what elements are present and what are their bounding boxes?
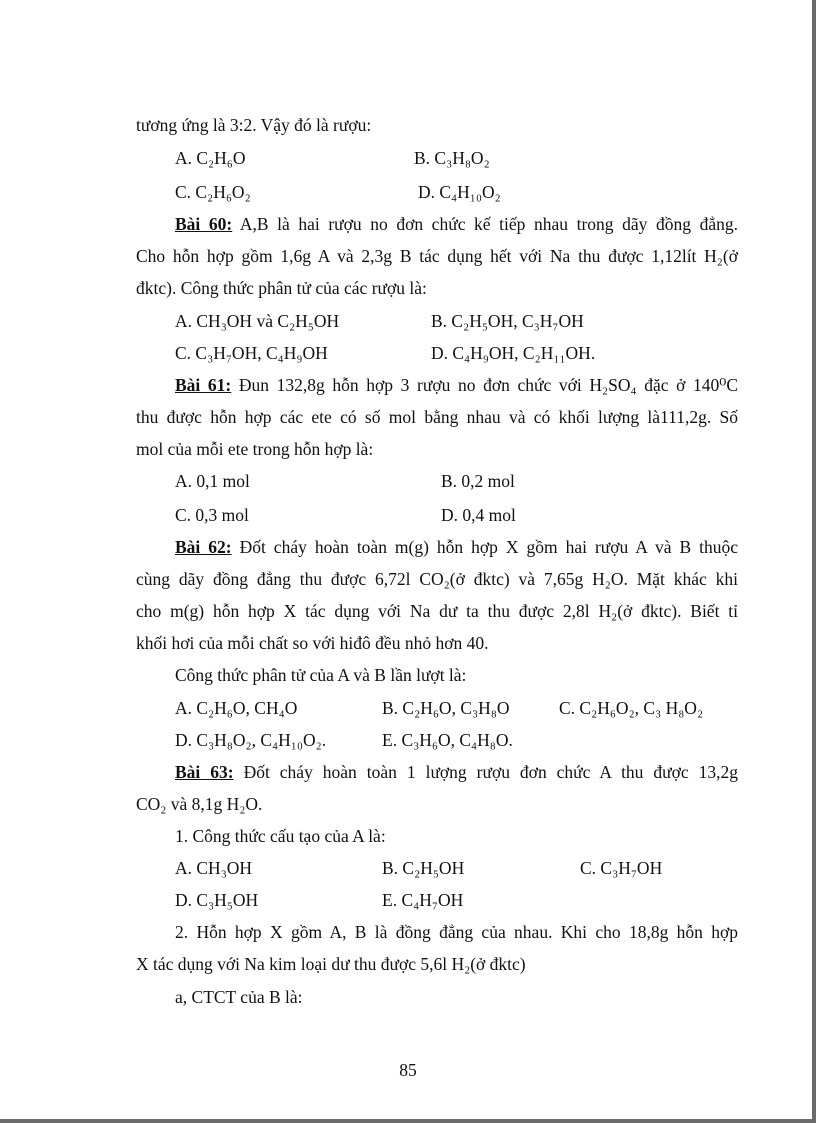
q60-option-c: C. C₃H₇OH, C₄H₉OH — [175, 343, 328, 363]
q60-option-b: B. C₂H₅OH, C₃H₇OH — [431, 311, 584, 331]
q63-option-c: C. C₃H₇OH — [580, 858, 663, 878]
q63-title: Bài 63: — [175, 762, 234, 782]
q63-text-2: CO₂ và 8,1g H₂O. — [136, 794, 263, 814]
q61-first-line — [175, 375, 738, 396]
q63-first-line — [175, 762, 738, 783]
q63-part-2-line-2: X tác dụng với Na kim loại dư thu được 5,6l H₂(ở đktc) — [136, 954, 526, 974]
q61-option-d: D. 0,4 mol — [441, 505, 516, 525]
q60-title: Bài 60: — [175, 214, 233, 234]
q60-text-1: A,B là hai rượu no đơn chức kế tiếp nhau trong dãy đồng đẳng. — [239, 214, 738, 234]
q63-option-a: A. CH₃OH — [175, 858, 253, 878]
q61-option-b: B. 0,2 mol — [441, 471, 515, 491]
q62-option-d: D. C₃H₈O₂, C₄H₁₀O₂. — [175, 730, 327, 750]
q60-option-d: D. C₄H₉OH, C₂H₁₁OH. — [431, 343, 596, 363]
page-number: 85 — [399, 1060, 417, 1080]
q59-option-d: D. C₄H₁₀O₂ — [418, 182, 501, 202]
q63-option-d: D. C₃H₅OH — [175, 890, 259, 910]
q60-text-2: Cho hỗn hợp gồm 1,6g A và 2,3g B tác dụng hết với Na thu được 1,12lít H₂(ở — [136, 246, 738, 266]
q60-option-a: A. CH₃OH và C₂H₅OH — [175, 311, 340, 331]
q61-title: Bài 61: — [175, 375, 232, 395]
q62-text-1: Đốt cháy hoàn toàn m(g) hỗn hợp X gồm hai rượu A và B thuộc — [239, 537, 738, 557]
q60-first-line — [175, 214, 738, 235]
q62-option-a: A. C₂H₆O, CH₄O — [175, 698, 298, 718]
q62-text-2: cùng dãy đồng đẳng thu được 6,72l CO₂(ở đktc) và 7,65g H₂O. Mặt khác khi — [136, 569, 738, 589]
q61-text-3: mol của mỗi ete trong hỗn hợp là: — [136, 439, 374, 459]
q59-option-b: B. C₃H₈O₂ — [414, 148, 490, 168]
q63-part-1: 1. Công thức cấu tạo của A là: — [175, 826, 386, 846]
q60-text-3: đktc). Công thức phân tử của các rượu là: — [136, 278, 427, 298]
q63-text-1: Đốt cháy hoàn toàn 1 lượng rượu đơn chức A thu được 13,2g — [243, 762, 738, 782]
q62-option-c: C. C₂H₆O₂, C₃ H₈O₂ — [559, 698, 704, 718]
q62-option-b: B. C₂H₆O, C₃H₈O — [382, 698, 510, 718]
q62-text-5: Công thức phân tử của A và B lần lượt là: — [175, 665, 467, 685]
q63-option-e: E. C₄H₇OH — [382, 890, 464, 910]
q63-part-2-question: a, CTCT của B là: — [175, 987, 303, 1007]
intro-line: tương ứng là 3:2. Vậy đó là rượu: — [136, 115, 372, 135]
q59-option-a: A. C₂H₆O — [175, 148, 246, 168]
q61-option-c: C. 0,3 mol — [175, 505, 249, 525]
q59-option-c: C. C₂H₆O₂ — [175, 182, 251, 202]
q62-text-3: cho m(g) hỗn hợp X tác dụng với Na dư ta thu được 2,8l H₂(ở đktc). Biết tỉ — [136, 601, 738, 621]
q62-first-line — [175, 537, 738, 558]
q61-text-2: thu được hỗn hợp các ete có số mol bằng nhau và có khối lượng là111,2g. Số — [136, 407, 738, 427]
q62-option-e: E. C₃H₆O, C₄H₈O. — [382, 730, 513, 750]
q62-title: Bài 62: — [175, 537, 232, 557]
q63-option-b: B. C₂H₅OH — [382, 858, 465, 878]
q62-text-4: khối hơi của mỗi chất so với hiđô đều nhỏ hơn 40. — [136, 633, 489, 653]
q63-part-2-line-1: 2. Hỗn hợp X gồm A, B là đồng đẳng của nhau. Khi cho 18,8g hỗn hợp — [175, 922, 738, 942]
q61-text-1: Đun 132,8g hỗn hợp 3 rượu no đơn chức với H₂SO₄ đặc ở 140⁰C — [238, 375, 738, 395]
q61-option-a: A. 0,1 mol — [175, 471, 250, 491]
